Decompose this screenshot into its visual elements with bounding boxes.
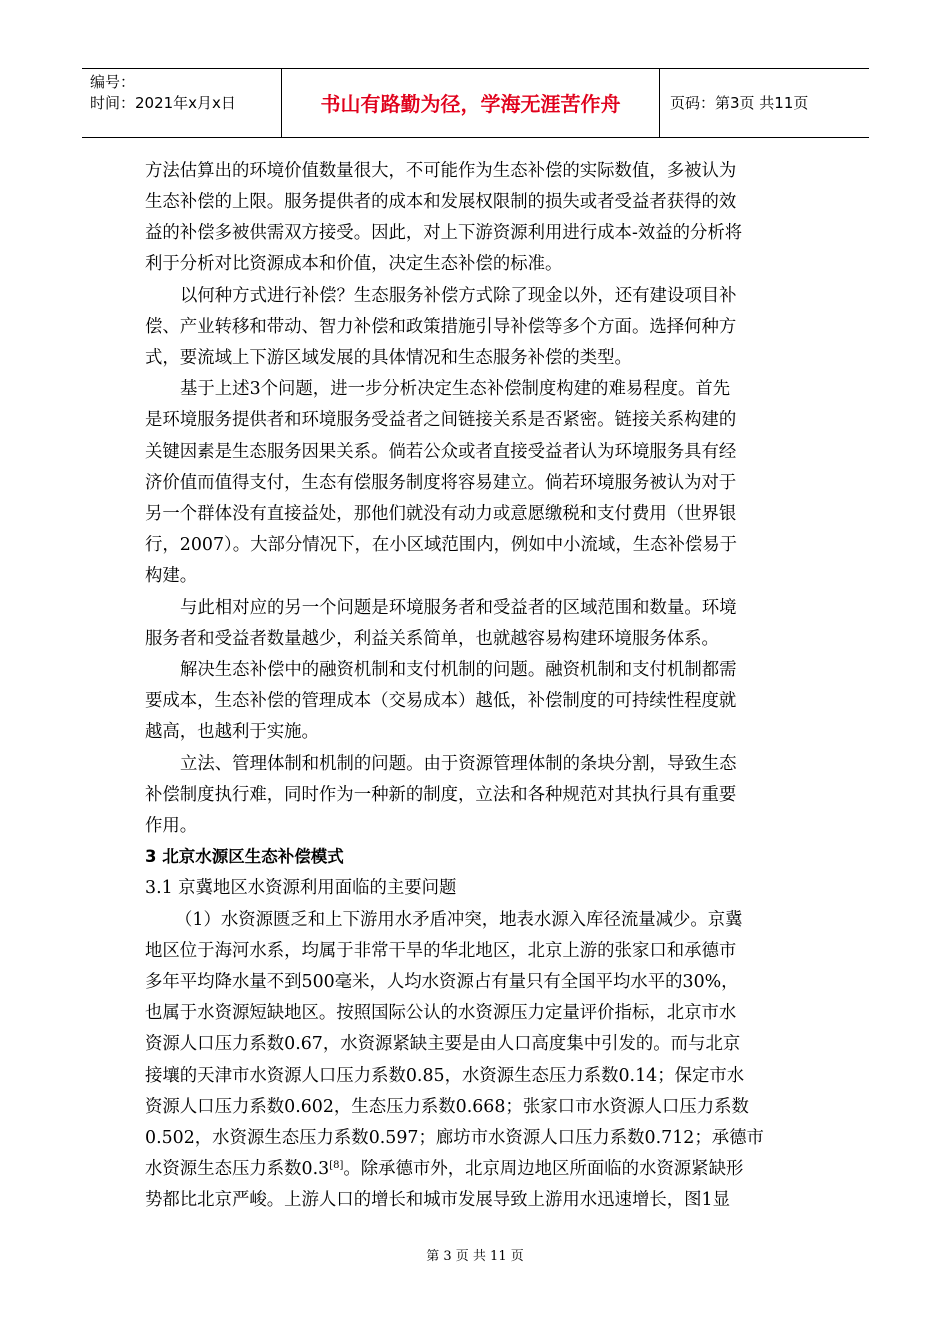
body-line: 地区位于海河水系，均属于非常干旱的华北地区，北京上游的张家口和承德市 (145, 941, 737, 961)
body-line: 行，2007）。大部分情况下，在小区域范围内，例如中小流域，生态补偿易于 (145, 535, 738, 555)
body-text: 水资源生态压力系数0.3 (145, 1159, 330, 1179)
page-footer: 第 3 页 共 11 页 (426, 1249, 524, 1264)
body-line: 益的补偿多被供需双方接受。因此，对上下游资源利用进行成本-效益的分析将 (145, 223, 743, 243)
body-line: 是环境服务提供者和环境服务受益者之间链接关系是否紧密。链接关系构建的 (145, 410, 737, 430)
body-line-with-citation (145, 1158, 743, 1180)
body-line: 另一个群体没有直接益处，那他们就没有动力或意愿缴税和支付费用（世界银 (145, 504, 737, 524)
body-line: 作用。 (145, 816, 198, 836)
citation-mark: [8] (329, 1160, 344, 1171)
section-heading: 3 北京水源区生态补偿模式 (145, 847, 344, 866)
body-line: 构建。 (145, 566, 198, 586)
body-line: 与此相对应的另一个问题是环境服务者和受益者的区域范围和数量。环境 (180, 598, 737, 618)
body-line: 补偿制度执行难，同时作为一种新的制度，立法和各种规范对其执行具有重要 (145, 785, 737, 805)
body-line: 服务者和受益者数量越少，利益关系简单，也就越容易构建环境服务体系。 (145, 629, 719, 649)
body-text: 。除承德市外，北京周边地区所面临的水资源紧缺形 (343, 1159, 744, 1179)
header-motto-cell (282, 69, 660, 137)
header-motto: 书山有路勤为径，学海无涯苦作舟 (320, 92, 621, 116)
body-line: 以何种方式进行补偿？生态服务补偿方式除了现金以外，还有建设项目补 (180, 286, 737, 306)
body-line: 也属于水资源短缺地区。按照国际公认的水资源压力定量评价指标，北京市水 (145, 1003, 737, 1023)
body-line: 基于上述3个问题，进一步分析决定生态补偿制度构建的难易程度。首先 (180, 379, 731, 399)
body-line: 资源人口压力系数0.67，水资源紧缺主要是由人口高度集中引发的。而与北京 (145, 1034, 741, 1054)
body-line: 立法、管理体制和机制的问题。由于资源管理体制的条块分割，导致生态 (180, 754, 737, 774)
body-line: 0.502，水资源生态压力系数0.597；廊坊市水资源人口压力系数0.712；承德市 (145, 1128, 764, 1148)
header-page-cell (660, 69, 869, 137)
header-meta-cell (82, 69, 282, 137)
body-line: 多年平均降水量不到500毫米，人均水资源占有量只有全国平均水平的30%， (145, 972, 739, 992)
body-line: 越高，也越利于实施。 (145, 722, 319, 742)
body-line: 资源人口压力系数0.602，生态压力系数0.668；张家口市水资源人口压力系数 (145, 1097, 749, 1117)
body-line: 济价值而值得支付，生态有偿服务制度将容易建立。倘若环境服务被认为对于 (145, 473, 737, 493)
body-line: 接壤的天津市水资源人口压力系数0.85，水资源生态压力系数0.14；保定市水 (145, 1066, 745, 1086)
body-line: 解决生态补偿中的融资机制和支付机制的问题。融资机制和支付机制都需 (180, 660, 737, 680)
body-line: 利于分析对比资源成本和价值，决定生态补偿的标准。 (145, 254, 563, 274)
body-line: 生态补偿的上限。服务提供者的成本和发展权限制的损失或者受益者获得的效 (145, 192, 737, 212)
subsection-heading: 3.1 京冀地区水资源利用面临的主要问题 (145, 878, 457, 898)
body-line: 方法估算出的环境价值数量很大，不可能作为生态补偿的实际数值，多被认为 (145, 161, 737, 181)
page-header (82, 68, 869, 138)
body-line: 偿、产业转移和带动、智力补偿和政策措施引导补偿等多个方面。选择何种方 (145, 317, 737, 337)
body-line: 关键因素是生态服务因果关系。倘若公众或者直接受益者认为环境服务具有经 (145, 442, 737, 462)
document-number-label: 编号： (90, 73, 136, 91)
body-line: （1）水资源匮乏和上下游用水矛盾冲突，地表水源入库径流量减少。京冀 (175, 910, 743, 930)
header-page-info: 页码：第3页 共11页 (670, 94, 809, 112)
body-line: 式，要流域上下游区域发展的具体情况和生态服务补偿的类型。 (145, 348, 632, 368)
document-date-label: 时间：2021年x月x日 (90, 94, 236, 112)
body-line: 要成本，生态补偿的管理成本（交易成本）越低，补偿制度的可持续性程度就 (145, 691, 737, 711)
body-line: 势都比北京严峻。上游人口的增长和城市发展导致上游用水迅速增长，图1显 (145, 1190, 730, 1210)
